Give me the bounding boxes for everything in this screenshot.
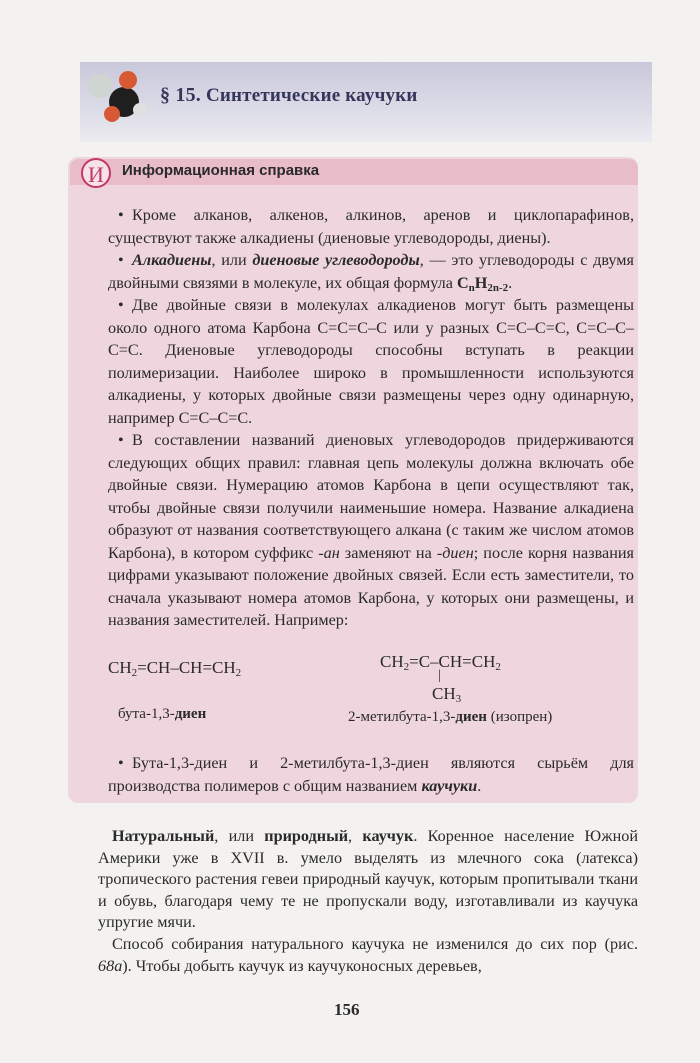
body-paragraph-2: Способ собирания натурального каучука не изменился до сих пор (рис. 68а). Чтобы добыть каучук из каучуконосных деревьев, [98, 934, 638, 975]
info-paragraph-2: • Алкадиены, или диеновые углеводороды, — это углеводороды с двумя двойными связями в молекуле, их общая формула $C_nH_{2n-2}$. [108, 251, 634, 294]
info-text [108, 204, 634, 632]
formula-isoprene: $CH_2=C-CH=CH_2$ [380, 652, 501, 673]
info-paragraph-3: • Две двойные связи в молекулах алкадиенов могут быть размещены около одного атома Карбона C=C=C–C или у разных C=C–C=C, C=C–C–C=C. Диеновые углеводороды способны вступать в реакции полимеризации. Наиболее широко в промышленности используются алкадиены, у которых двойные связи размещены через одну одинарную, например C=C–C=C. [108, 296, 634, 427]
main-text [98, 826, 638, 977]
formula-methyl: $CH_3$ [432, 684, 462, 705]
page-number: 156 [334, 1000, 360, 1019]
info-paragraph-4: • В составлении названий диеновых углеводородов придерживаются следующих общих правил: главная цепь молекулы должна включать обе двойные связи. Нумерацию атомов Карбона в цепи осуществляют так, чтобы двойные связи получили наименьшие номера. Название алкадиена образуют от названия соответствующего алкана (с таким же числом атомов Карбона), в котором суффикс -ан заменяют на -диен; после корня названия цифрами указывают положение двойных связей. Если есть заместители, то сначала указывают номера атомов Карбона, у которых они размещены, и названия заместителей. Например: [108, 431, 634, 629]
body-paragraph-1: Натуральный, или природный, каучук. Коренное население Южной Америки уже в XVII в. умело выделять из млечного сока (латекса) тропического растения гевеи природный каучук, которым пропитывали ткани и обувь, благодаря чему те не пропускали воду, изготавливали из каучука упругие мячи. [98, 827, 638, 932]
info-paragraph-1: • Кроме алканов, алкенов, алкинов, аренов и циклопарафинов, существуют также алкадиены (диеновые углеводороды, диены). [108, 206, 634, 247]
formula-branch-bond: | [438, 668, 441, 683]
info-paragraph-5: • Бута-1,3-диен и 2-метилбута-1,3-диен являются сырьём для производства полимеров с общим названием каучуки. [108, 754, 634, 795]
info-text-final [108, 752, 634, 797]
molecule-icon [84, 66, 150, 124]
info-title: Информационная справка [122, 162, 320, 179]
section-title: § 15. Синтетические каучуки [160, 84, 418, 106]
name-isoprene: 2-метилбута-1,3-диен (изопрен) [348, 709, 553, 725]
formula-butadiene: $CH_2=CH-CH=CH_2$ [108, 658, 242, 679]
info-badge-icon: И [81, 158, 111, 188]
name-butadiene: бута-1,3-диен [118, 706, 207, 722]
